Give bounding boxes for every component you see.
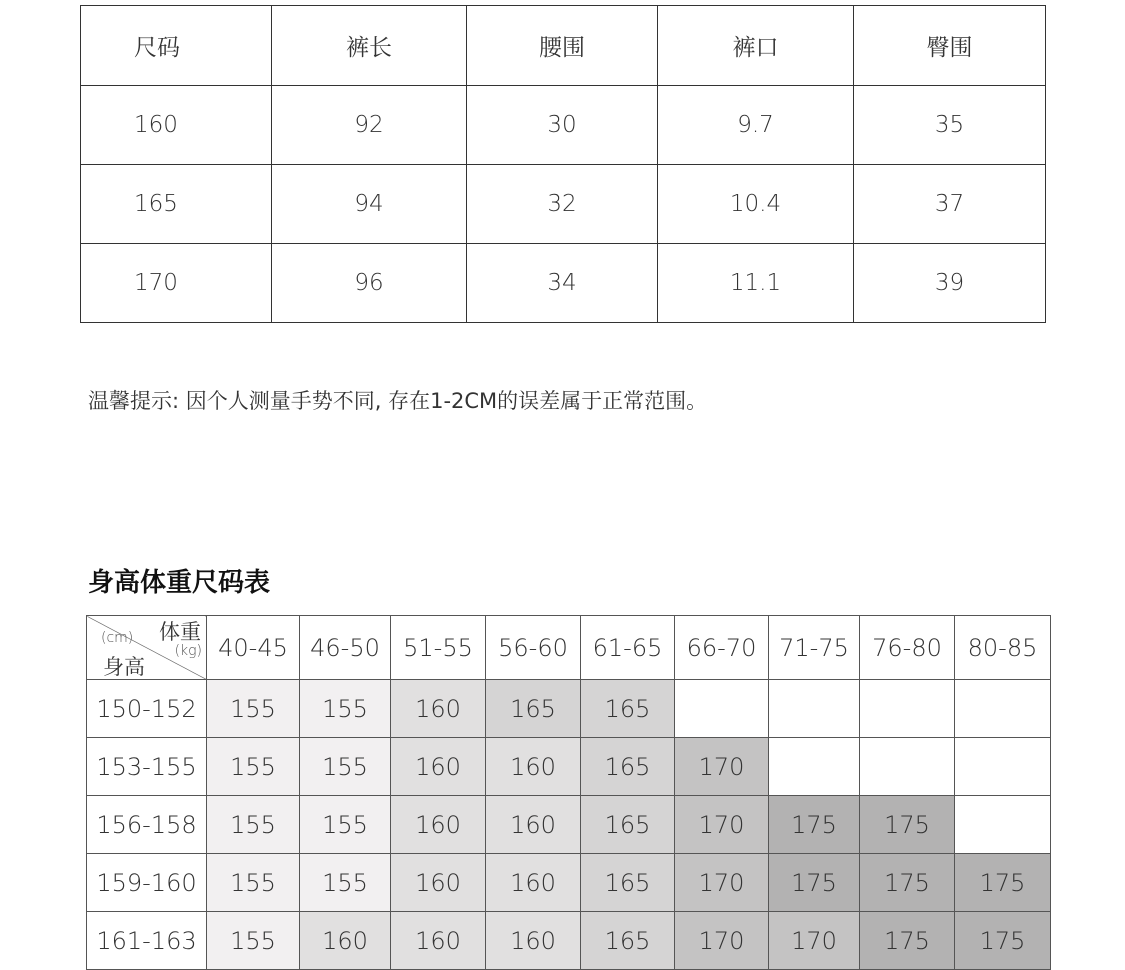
- table-row: [87, 854, 1051, 912]
- size-cell: 175: [769, 854, 860, 912]
- table-row: [87, 738, 1051, 796]
- size-cell: [860, 738, 955, 796]
- table-cell: 32: [467, 165, 658, 244]
- size-table-header-row: [81, 6, 1046, 86]
- weight-range-header: 40-45: [207, 616, 300, 680]
- size-cell: [769, 738, 860, 796]
- height-range-label: 153-155: [87, 738, 207, 796]
- size-cell: [769, 680, 860, 738]
- table-row: [87, 796, 1051, 854]
- size-cell: 160: [391, 738, 486, 796]
- height-range-label: 161-163: [87, 912, 207, 970]
- size-cell: 175: [769, 796, 860, 854]
- size-cell: 175: [955, 854, 1051, 912]
- table-cell: 11.1: [658, 244, 854, 323]
- size-cell: 160: [486, 796, 581, 854]
- size-cell: 155: [300, 796, 391, 854]
- weight-range-header: 76-80: [860, 616, 955, 680]
- measurement-tip: 温馨提示: 因个人测量手势不同, 存在1-2CM的误差属于正常范围。: [88, 389, 708, 413]
- size-cell: 175: [860, 854, 955, 912]
- weight-range-header: 51-55: [391, 616, 486, 680]
- size-cell: [955, 738, 1051, 796]
- weight-range-header: 56-60: [486, 616, 581, 680]
- size-cell: 160: [486, 912, 581, 970]
- size-cell: 155: [207, 854, 300, 912]
- size-cell: 165: [581, 738, 675, 796]
- table-cell: 34: [467, 244, 658, 323]
- table-cell: 165: [81, 165, 272, 244]
- size-cell: 165: [581, 854, 675, 912]
- size-table-header-cell: 尺码: [81, 6, 272, 86]
- table-row: [87, 912, 1051, 970]
- size-cell: 160: [391, 680, 486, 738]
- table-row: [81, 244, 1046, 323]
- size-cell: 165: [581, 680, 675, 738]
- size-cell: 160: [486, 738, 581, 796]
- size-cell: [955, 680, 1051, 738]
- height-weight-table: [86, 615, 1051, 970]
- table-row: [81, 165, 1046, 244]
- corner-cell: [87, 616, 207, 680]
- size-cell: 165: [486, 680, 581, 738]
- height-range-label: 159-160: [87, 854, 207, 912]
- size-table-header-cell: 裤口: [658, 6, 854, 86]
- table-cell: 39: [854, 244, 1046, 323]
- size-cell: 155: [207, 680, 300, 738]
- section-title: 身高体重尺码表: [88, 568, 271, 598]
- table-cell: 10.4: [658, 165, 854, 244]
- size-cell: [955, 796, 1051, 854]
- corner-height-unit: (cm): [101, 630, 134, 646]
- size-table-header-cell: 腰围: [467, 6, 658, 86]
- table-row: [87, 680, 1051, 738]
- size-table: [80, 5, 1046, 323]
- size-cell: 165: [581, 912, 675, 970]
- size-cell: 155: [207, 912, 300, 970]
- size-cell: 170: [675, 854, 769, 912]
- size-cell: 170: [675, 796, 769, 854]
- weight-range-header: 61-65: [581, 616, 675, 680]
- size-cell: 165: [581, 796, 675, 854]
- table-cell: 170: [81, 244, 272, 323]
- table-cell: 37: [854, 165, 1046, 244]
- size-cell: 155: [300, 738, 391, 796]
- table-row: [81, 86, 1046, 165]
- corner-weight-label: 体重: [159, 620, 201, 644]
- table-cell: 94: [272, 165, 467, 244]
- size-cell: 160: [391, 796, 486, 854]
- table-cell: 96: [272, 244, 467, 323]
- height-range-label: 150-152: [87, 680, 207, 738]
- size-cell: 160: [300, 912, 391, 970]
- table-cell: 30: [467, 86, 658, 165]
- height-range-label: 156-158: [87, 796, 207, 854]
- size-cell: 175: [955, 912, 1051, 970]
- size-cell: 170: [675, 738, 769, 796]
- size-cell: 155: [300, 680, 391, 738]
- corner-height-label: 身高: [103, 655, 145, 679]
- table-cell: 35: [854, 86, 1046, 165]
- size-cell: 175: [860, 796, 955, 854]
- size-cell: 155: [300, 854, 391, 912]
- height-weight-header-row: [87, 616, 1051, 680]
- table-cell: 92: [272, 86, 467, 165]
- weight-range-header: 46-50: [300, 616, 391, 680]
- weight-range-header: 66-70: [675, 616, 769, 680]
- size-table-header-cell: 臀围: [854, 6, 1046, 86]
- size-cell: 160: [391, 912, 486, 970]
- table-cell: 9.7: [658, 86, 854, 165]
- corner-weight-unit: (kg): [174, 643, 202, 659]
- weight-range-header: 71-75: [769, 616, 860, 680]
- size-cell: 155: [207, 796, 300, 854]
- size-cell: 170: [769, 912, 860, 970]
- table-cell: 160: [81, 86, 272, 165]
- size-cell: 160: [391, 854, 486, 912]
- size-table-header-cell: 裤长: [272, 6, 467, 86]
- size-cell: 170: [675, 912, 769, 970]
- size-cell: 155: [207, 738, 300, 796]
- size-cell: [860, 680, 955, 738]
- size-cell: 160: [486, 854, 581, 912]
- size-cell: [675, 680, 769, 738]
- size-cell: 175: [860, 912, 955, 970]
- weight-range-header: 80-85: [955, 616, 1051, 680]
